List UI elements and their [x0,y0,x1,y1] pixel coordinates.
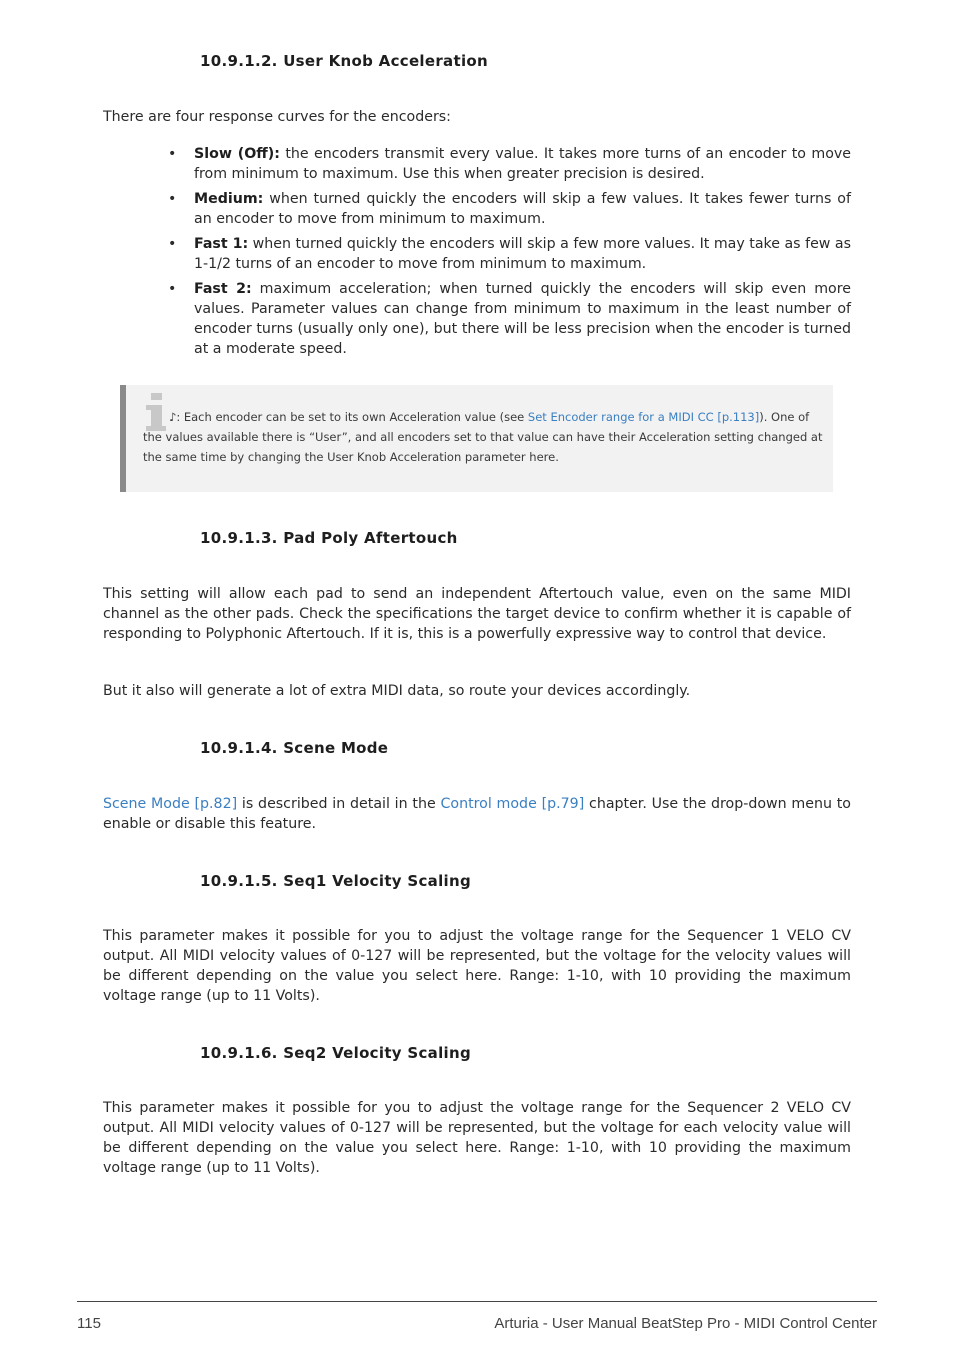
bullet-text: when turned quickly the encoders will skip a few values. It takes fewer turns of an encoder to move from minimum to maximum. [194,191,851,227]
info-note [120,385,833,492]
section-heading-seq1-velocity-scaling: 10.9.1.5. Seq1 Velocity Scaling [200,872,472,890]
note-prefix: ♪: Each encoder can be set to its own Acceleration value (see [169,410,528,424]
list-item [166,279,851,359]
section-heading-pad-poly-aftertouch: 10.9.1.3. Pad Poly Aftertouch [200,529,458,547]
bullet-text: the encoders transmit every value. It takes more turns of an encoder to move from minimum to maximum. Use this when greater precision is desired. [194,146,851,182]
page-number: 115 [77,1315,101,1332]
paragraph: This parameter makes it possible for you to adjust the voltage range for the Sequencer 1 VELO CV output. All MIDI velocity values of 0-127 will be represented, but the voltage for the velocity values will be different depending on the value you select here. Range: 1-10, with 10 providing the maximum voltage range (up to 11 Volts). [103,928,851,1004]
note-link-encoder-range[interactable]: Set Encoder range for a MIDI CC [p.113] [527,410,760,424]
list-item [166,189,851,229]
footer-divider [77,1301,877,1302]
bullet: • [168,191,177,207]
paragraph: But it also will generate a lot of extra MIDI data, so route your devices accordingly. [103,683,691,699]
paragraph: This setting will allow each pad to send an independent Aftertouch value, even on the same MIDI channel as the other pads. Check the specifications the target device to confirm whether it is capable of responding to Polyphonic Aftertouch. If it is, this is a powerfully expressive way to control that device. [103,586,851,642]
paragraph-text: is described in detail in the [237,796,441,812]
note-suffix: ). One of the values available there is “User”, and all encoders set to that value can have their Acceleration setting changed at the same time by changing the User Knob Acceleration parameter here. [143,410,823,464]
note-text [143,407,823,467]
section-heading-user-knob-acceleration: 10.9.1.2. User Knob Acceleration [200,52,488,70]
response-curve-list [166,144,851,364]
intro-text: There are four response curves for the encoders: [103,109,451,125]
bullet: • [168,236,177,252]
bullet-text: maximum acceleration; when turned quickly the encoders will skip even more values. Parameter values can change from minimum to maximum in the least number of encoder turns (usually only one), but there will be less precision when the encoder is turned at a moderate speed. [194,281,851,357]
bullet-term: Fast 2: [194,281,252,297]
list-item [166,234,851,274]
link-scene-mode[interactable]: Scene Mode [p.82] [103,796,238,812]
section-heading-scene-mode: 10.9.1.4. Scene Mode [200,739,389,757]
bullet-term: Slow (Off): [194,146,280,162]
bullet: • [168,281,177,297]
paragraph: This parameter makes it possible for you to adjust the voltage range for the Sequencer 2 VELO CV output. All MIDI velocity values of 0-127 will be represented, but the voltage for each velocity value will be different depending on the value you select here. Range: 1-10, with 10 providing the maximum voltage range (up to 11 Volts). [103,1100,851,1176]
paragraph [103,794,851,834]
bullet-text: when turned quickly the encoders will skip a few more values. It may take as few as 1-1/2 turns of an encoder to move from minimum to maximum. [194,236,851,272]
bullet-term: Medium: [194,191,264,207]
bullet-term: Fast 1: [194,236,249,252]
link-control-mode[interactable]: Control mode [p.79] [440,796,585,812]
section-heading-seq2-velocity-scaling: 10.9.1.6. Seq2 Velocity Scaling [200,1044,472,1062]
bullet: • [168,146,177,162]
list-item [166,144,851,184]
footer-title: Arturia - User Manual BeatStep Pro - MIDI Control Center [494,1315,877,1332]
paragraph-text: chapter. Use the drop-down menu to enable or disable this feature. [103,796,851,832]
